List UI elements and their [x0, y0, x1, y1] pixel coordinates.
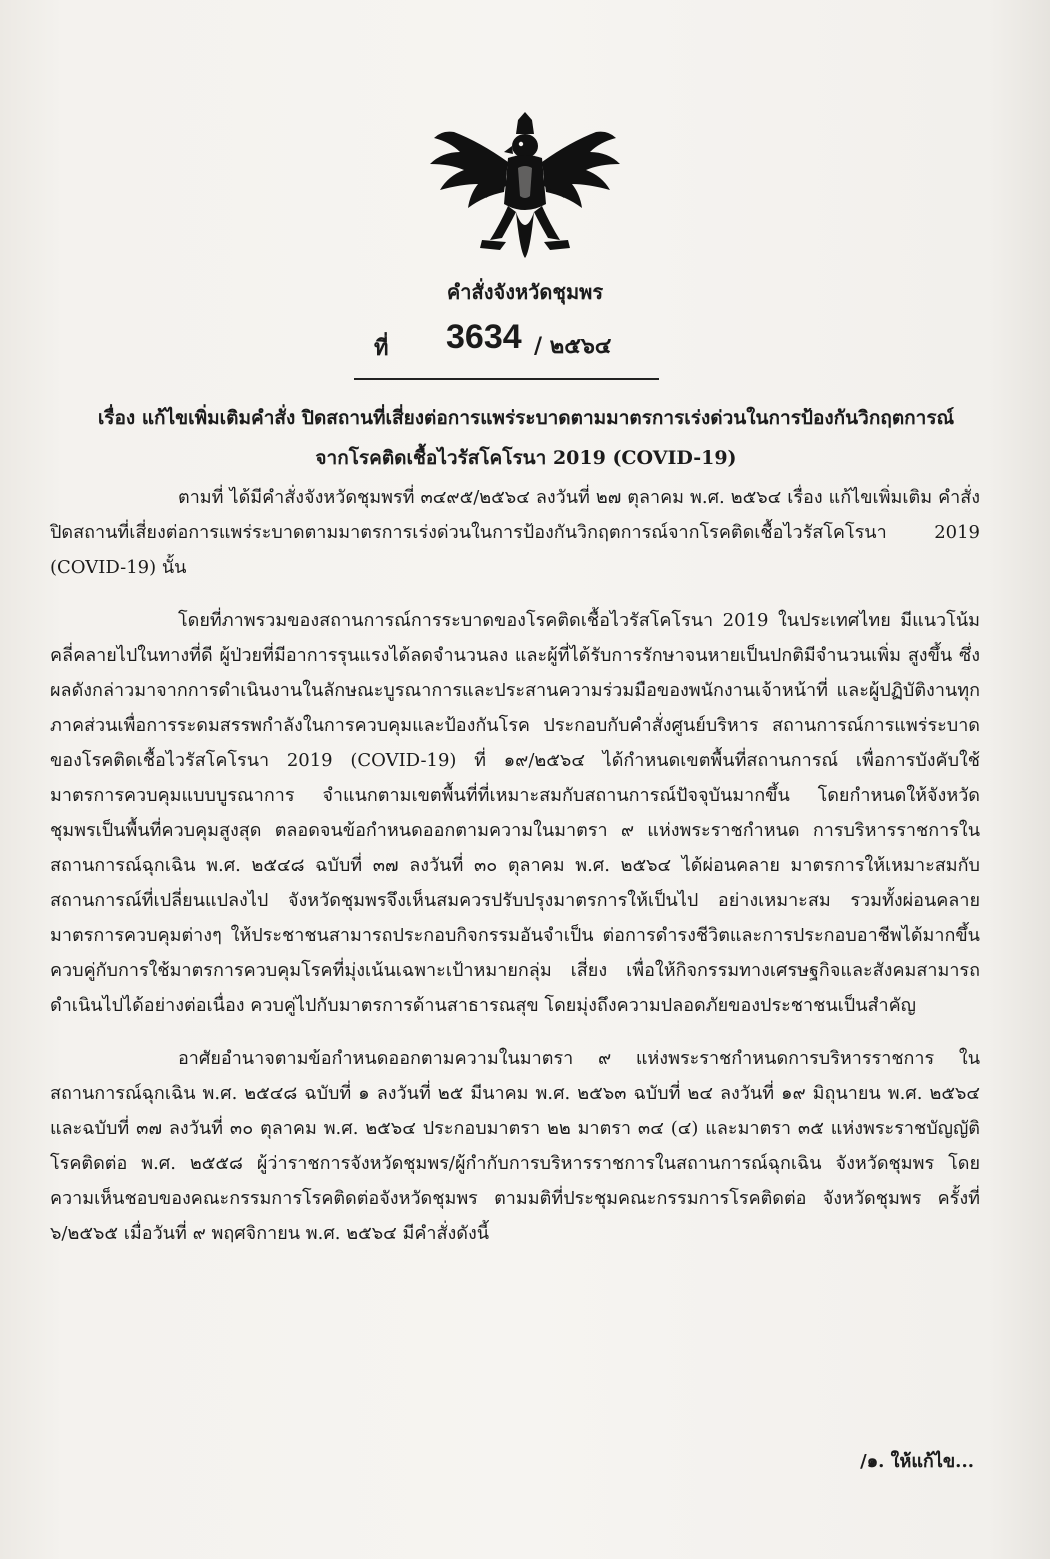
garuda-emblem-icon — [420, 112, 630, 262]
header-divider — [354, 378, 659, 380]
paragraph-authority: อาศัยอำนาจตามข้อกำหนดออกตามความในมาตรา ๙ แห่งพระราชกำหนดการบริหารราชการ ในสถานการณ์ฉุกเฉิน พ.ศ. ๒๕๔๘ ฉบับที่ ๑ ลงวันที่ ๒๕ มีนาคม พ.ศ. ๒๕๖๓ ฉบับที่ ๒๔ ลงวันที่ ๑๙ มิถุนายน พ.ศ. ๒๕๖๔ และฉบับที่ ๓๗ ลงวันที่ ๓๐ ตุลาคม พ.ศ. ๒๕๖๔ ประกอบมาตรา ๒๒ มาตรา ๓๔ (๔) และมาตรา ๓๕ แห่งพระราชบัญญัติโรคติดต่อ พ.ศ. ๒๕๕๘ ผู้ว่าราชการจังหวัดชุมพร/ผู้กำกับการบริหารราชการในสถานการณ์ฉุกเฉิน จังหวัดชุมพร โดยความเห็นชอบของคณะกรรมการโรคติดต่อจังหวัดชุมพร ตามมติที่ประชุมคณะกรรมการโรคติดต่อ จังหวัดชุมพร ครั้งที่ ๖/๒๕๖๕ เมื่อวันที่ ๙ พฤศจิกายน พ.ศ. ๒๕๖๔ มีคำสั่งดังนี้ — [50, 1048, 980, 1244]
order-number: 3634 — [446, 318, 522, 356]
agency-title: คำสั่งจังหวัดชุมพร — [446, 280, 604, 304]
subject-line-2: จากโรคติดเชื้อไวรัสโคโรนา 2019 (COVID-19) — [315, 447, 737, 469]
subject-line-1: เรื่อง แก้ไขเพิ่มเติมคำสั่ง ปิดสถานที่เสี่ยงต่อการแพร่ระบาดตามมาตรการเร่งด่วนในการป้องกันวิกฤตการณ์ — [97, 407, 955, 429]
order-number-line — [0, 316, 1050, 366]
order-prefix: ที่ — [374, 335, 389, 361]
paragraph-reference: ตามที่ ได้มีคำสั่งจังหวัดชุมพรที่ ๓๔๙๕/๒๕๖๔ ลงวันที่ ๒๗ ตุลาคม พ.ศ. ๒๕๖๔ เรื่อง แก้ไขเพิ่มเติม คำสั่ง ปิดสถานที่เสี่ยงต่อการแพร่ระบาดตามมาตรการเร่งด่วนในการป้องกันวิกฤตการณ์จากโรคติดเชื้อไวรัสโคโรนา 2019 (COVID-19) นั้น — [50, 487, 980, 578]
body-text — [50, 480, 980, 1269]
order-year: / ๒๕๖๔ — [534, 333, 612, 359]
paragraph-rationale: โดยที่ภาพรวมของสถานการณ์การระบาดของโรคติดเชื้อไวรัสโคโรนา 2019 ในประเทศไทย มีแนวโน้ม คลี่คลายไปในทางที่ดี ผู้ป่วยที่มีอาการรุนแรงได้ลดจำนวนลง และผู้ที่ได้รับการรักษาจนหายเป็นปกติมีจำนวนเพิ่ม สูงขึ้น ซึ่งผลดังกล่าวมาจากการดำเนินงานในลักษณะบูรณาการและประสานความร่วมมือของพนักงานเจ้าหน้าที่ และผู้ปฏิบัติงานทุกภาคส่วนเพื่อการระดมสรรพกำลังในการควบคุมและป้องกันโรค ประกอบกับคำสั่งศูนย์บริหาร สถานการณ์การแพร่ระบาดของโรคติดเชื้อไวรัสโคโรนา 2019 (COVID-19) ที่ ๑๙/๒๕๖๔ ได้กำหนดเขตพื้นที่สถานการณ์ เพื่อการบังคับใช้มาตรการควบคุมแบบบูรณาการ จำแนกตามเขตพื้นที่ที่เหมาะสมกับสถานการณ์ปัจจุบันมากขึ้น โดยกำหนดให้จังหวัดชุมพรเป็นพื้นที่ควบคุมสูงสุด ตลอดจนข้อกำหนดออกตามความในมาตรา ๙ แห่งพระราชกำหนด การบริหารราชการในสถานการณ์ฉุกเฉิน พ.ศ. ๒๕๔๘ ฉบับที่ ๓๗ ลงวันที่ ๓๐ ตุลาคม พ.ศ. ๒๕๖๔ ได้ผ่อนคลาย มาตรการให้เหมาะสมกับสถานการณ์ที่เปลี่ยนแปลงไป จังหวัดชุมพรจึงเห็นสมควรปรับปรุงมาตรการให้เป็นไป อย่างเหมาะสม รวมทั้งผ่อนคลายมาตรการควบคุมต่างๆ ให้ประชาชนสามารถประกอบกิจกรรมอันจำเป็น ต่อการดำรงชีวิตและการประกอบอาชีพได้มากขึ้น ควบคู่กับการใช้มาตรการควบคุมโรคที่มุ่งเน้นเฉพาะเป้าหมายกลุ่ม เสี่ยง เพื่อให้กิจกรรมทางเศรษฐกิจและสังคมสามารถดำเนินไปได้อย่างต่อเนื่อง ควบคู่ไปกับมาตรการด้านสาธารณสุข โดยมุ่งถึงความปลอดภัยของประชาชนเป็นสำคัญ — [50, 610, 980, 1016]
subject-heading — [86, 398, 966, 478]
continuation-note: /๑. ให้แก้ไข... — [860, 1451, 974, 1472]
